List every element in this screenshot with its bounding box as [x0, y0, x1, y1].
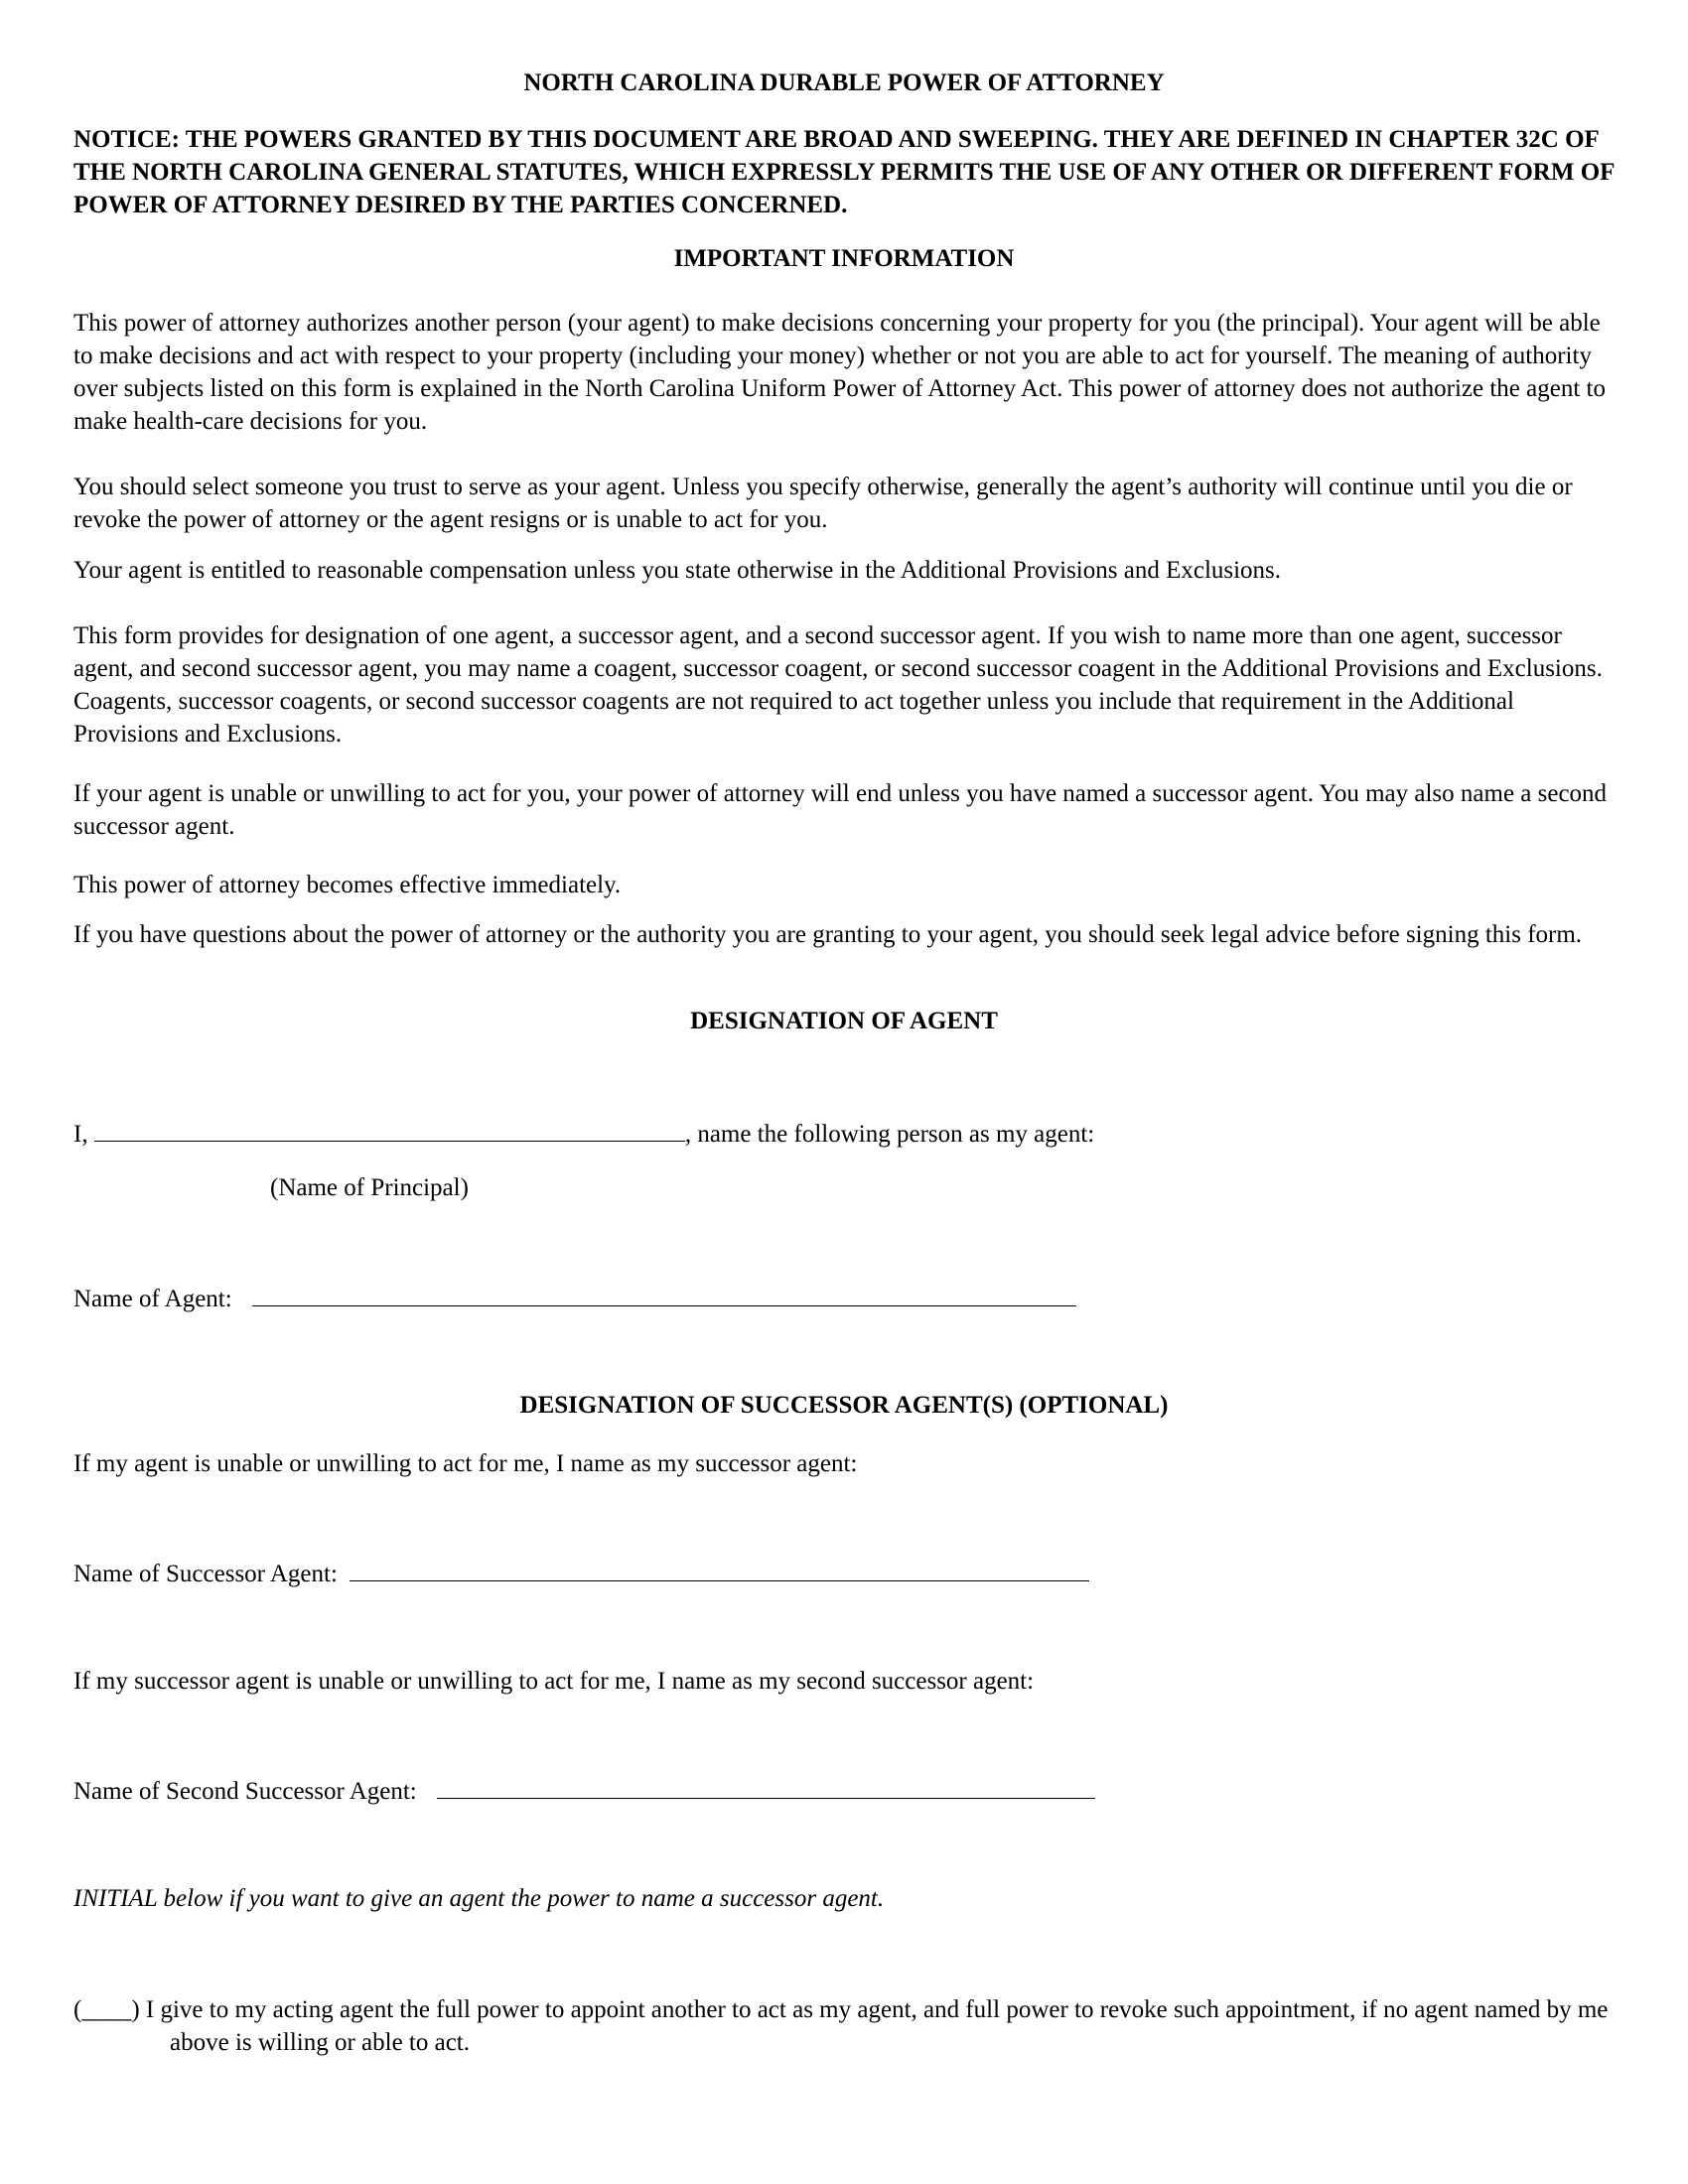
principal-name-field[interactable] — [94, 1119, 685, 1142]
notice-paragraph: NOTICE: THE POWERS GRANTED BY THIS DOCUMENT ARE BROAD AND SWEEPING. THEY ARE DEFINED IN CHAPTER 32C OF THE NORTH CAROLINA GENERAL STATUTES, WHICH EXPRESSLY PERMITS THE USE OF ANY OTHER OR DIFFERENT FORM OF POWER OF ATTORNEY DESIRED BY THE PARTIES CONCERNED. — [73, 126, 1615, 218]
agent-label: Name of Agent: — [73, 1286, 232, 1312]
successor-label: Name of Successor Agent: — [73, 1561, 338, 1587]
paragraph-effective: This power of attorney becomes effective immediately. — [73, 872, 622, 898]
document-title: NORTH CAROLINA DURABLE POWER OF ATTORNEY — [523, 69, 1165, 96]
successor-name-field[interactable] — [350, 1559, 1089, 1581]
second-successor-label: Name of Second Successor Agent: — [73, 1778, 417, 1805]
successor-intro: If my agent is unable or unwilling to act for me, I name as my successor agent: — [73, 1450, 858, 1477]
paragraph-compensation: Your agent is entitled to reasonable compensation unless you state otherwise in the Additional Provisions and Exclusions. — [73, 557, 1282, 584]
principal-prefix: I, — [73, 1121, 88, 1148]
paragraph-coagents: This form provides for designation of one agent, a successor agent, and a second successor agent. If you wish to name more than one agent, successor agent, and second successor agent, you may name a coagent, successor coagent, or second successor coagent in the Additional Provisions and Exclusions. Coagents, successor coagents, or second successor coagents are not required to act together unless you include that requirement in the Additional Provisions and Exclusions. — [73, 622, 1603, 748]
agent-line — [73, 1284, 1076, 1313]
paragraph-authorization: This power of attorney authorizes another person (your agent) to make decisions concerning your property for you (the principal). Your agent will be able to make decisions and act with respect to your property (including your money) whether or not you are able to act for yourself. The meaning of authority over subjects listed on this form is explained in the North Carolina Uniform Power of Attorney Act. This power of attorney does not authorize the agent to make health-care decisions for you. — [73, 310, 1606, 435]
important-information-heading: IMPORTANT INFORMATION — [673, 245, 1015, 272]
initial-instruction: INITIAL below if you want to give an agent the power to name a successor agent. — [73, 1885, 885, 1912]
initial-clause — [73, 1993, 1659, 2059]
paragraph-select-agent: You should select someone you trust to serve as your agent. Unless you specify otherwise, generally the agent’s authority will continue until you die or revoke the power of attorney or the agent resigns or is unable to act for you. — [73, 474, 1573, 533]
paragraph-successor: If your agent is unable or unwilling to act for you, your power of attorney will end unless you have named a successor agent. You may also name a second successor agent. — [73, 780, 1608, 840]
second-successor-intro: If my successor agent is unable or unwilling to act for me, I name as my second successor agent: — [73, 1668, 1035, 1695]
initial-blank[interactable]: (____) — [73, 1996, 140, 2023]
second-successor-line — [73, 1776, 1095, 1806]
principal-line — [73, 1119, 1094, 1149]
successor-agent-heading: DESIGNATION OF SUCCESSOR AGENT(S) (OPTIONAL) — [519, 1392, 1169, 1419]
principal-caption: (Name of Principal) — [270, 1174, 469, 1201]
second-successor-name-field[interactable] — [437, 1776, 1095, 1799]
designation-of-agent-heading: DESIGNATION OF AGENT — [690, 1008, 998, 1034]
successor-line — [73, 1559, 1089, 1588]
initial-clause-text: I give to my acting agent the full power to appoint another to act as my agent, and full power to revoke such appointment, if no agent named by me above is willing or able to act. — [145, 1996, 1609, 2056]
paragraph-legal-advice: If you have questions about the power of attorney or the authority you are granting to your agent, you should seek legal advice before signing this form. — [73, 921, 1583, 948]
agent-name-field[interactable] — [252, 1284, 1076, 1306]
principal-suffix: , name the following person as my agent: — [684, 1121, 1095, 1148]
